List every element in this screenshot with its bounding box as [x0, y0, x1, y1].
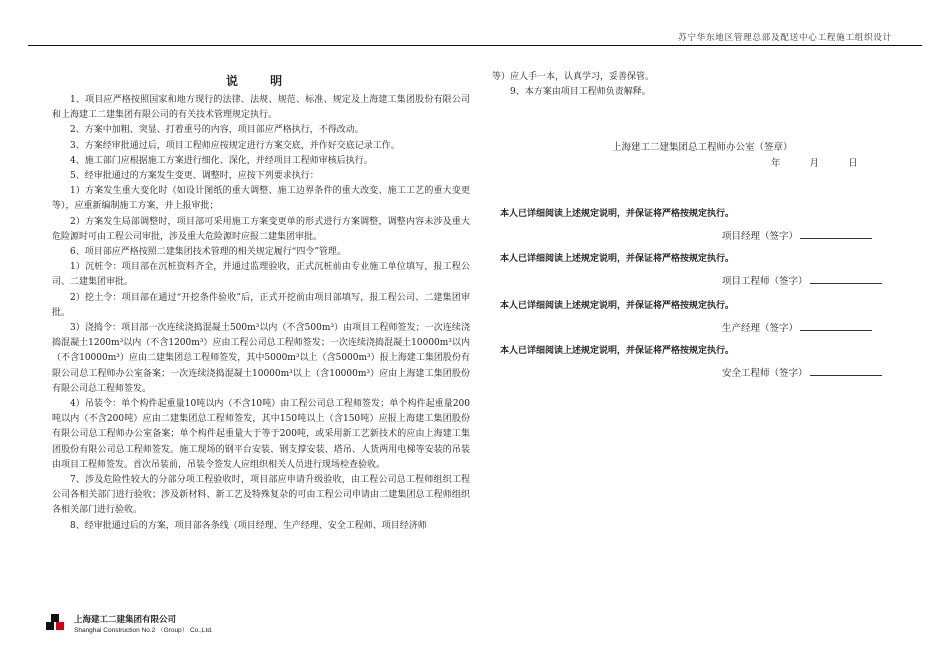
paragraph-continuation: 等）应人手一本，认真学习，妥善保管。 [492, 72, 655, 82]
signature-line[interactable] [800, 229, 872, 239]
left-column [52, 64, 470, 534]
date-day: 日 [848, 158, 858, 169]
signer-label: 生产经理（签字） [722, 323, 799, 334]
declaration-statement: 本人已详细阅读上述规定说明，并保证将严格按规定执行。 [500, 209, 735, 219]
declaration-statement: 本人已详细阅读上述规定说明，并保证将严格按规定执行。 [500, 301, 735, 311]
signature-row [722, 365, 882, 379]
signature-row [722, 273, 882, 287]
paragraph: 7、涉及危险性较大的分部分项工程验收时，项目部应申请升级验收，由工程公司总工程师组织工程公司各相关部门进行验收；涉及新材料、新工艺及特殊复杂的可由工程公司申请由二建集团总工程师组织各相关部门进行验收。 [52, 475, 470, 516]
paragraph: 2）挖土令：项目部在通过“开挖条件验收”后，正式开挖前由项目部填写，报工程公司、二建集团审批。 [52, 292, 470, 318]
paragraph: 1、项目应严格按照国家和地方现行的法律、法规、规范、标准、规定及上海建工集团股份有限公司和上海建工二建集团有限公司的有关技术管理规定执行。 [52, 95, 470, 121]
signature-line[interactable] [810, 366, 882, 376]
date-month: 月 [809, 158, 820, 169]
signer-label: 项目工程师（签字） [722, 276, 808, 287]
company-logo-icon [46, 612, 64, 630]
paragraph: 6、项目部应严格按照二建集团技术管理的相关规定履行“四令”管理。 [70, 247, 346, 258]
office-signature: 上海建工二建集团总工程师办公室（签章） [612, 142, 793, 153]
signer-label: 安全工程师（签字） [722, 368, 808, 379]
document-title: 说 明 [225, 74, 297, 88]
company-name-en: Shanghai Construction No.2 （Group） Co.,Ltd. [74, 627, 213, 634]
date-line [771, 155, 874, 169]
signature-line[interactable] [800, 321, 872, 331]
paragraph: 3）浇捣令：项目部一次连续浇捣混凝土500m³以内（不含500m³）由项目工程师签发；一次连续浇捣混凝土1200m³以内（不含1200m³）应由工程公司总工程师签发；一次连续浇捣混凝土10000m³以内（不含10000m³）应由二建集团总工程师签发，其中5000m³以上（含5000m³）报上海建工集团股份有限公司总工程师办公室备案；一次连续浇捣混凝土10000m³以上（含10000m³）应由上海建工集团股份有限公司总工程师签发。 [52, 323, 470, 394]
company-name-cn: 上海建工二建集团有限公司 [74, 615, 177, 625]
signature-row [722, 228, 872, 242]
declaration-statement: 本人已详细阅读上述规定说明，并保证将严格按规定执行。 [500, 254, 735, 264]
header-title: 苏宁华东地区管理总部及配送中心工程施工组织设计 [678, 33, 892, 43]
right-column [492, 64, 902, 100]
signature-row [722, 320, 872, 334]
date-year: 年 [771, 158, 781, 169]
paragraph: 4）吊装令：单个构件起重量10吨以内（不含10吨）由工程公司总工程师签发；单个构件起重量200吨以内（不含200吨）应由二建集团总工程师签发，其中150吨以上（含150吨）应报上海建工集团股份有限公司总工程师办公室备案；单个构件起重量大于等于200吨，或采用新工艺新技术的应由上海建工集团股份有限公司总工程师签发。施工现场的钢平台安装、钢支撑安装、塔吊、人货两用电梯等安装的吊装由项目工程师签发。首次吊装前，吊装令签发人应组织相关人员进行现场检查验收。 [52, 399, 470, 470]
declaration-statement: 本人已详细阅读上述规定说明，并保证将严格按规定执行。 [500, 346, 735, 356]
paragraph: 4、施工部门应根据施工方案进行细化、深化，并经项目工程师审核后执行。 [70, 155, 373, 166]
paragraph: 9、本方案由项目工程师负责解释。 [510, 87, 651, 98]
paragraph: 1）方案发生重大变化时（如设计图纸的重大调整、施工边界条件的重大改变、施工工艺的重大变更等），应重新编制施工方案，并上报审批； [52, 186, 470, 212]
paragraph: 8、经审批通过后的方案，项目部各条线（项目经理、生产经理、安全工程师、项目经济师 [70, 520, 427, 531]
signer-label: 项目经理（签字） [722, 231, 799, 242]
paragraph: 1）沉桩令：项目部在沉桩资料齐全，并通过监理验收，正式沉桩前由专业施工单位填写，报工程公司、二建集团审批。 [52, 262, 470, 288]
paragraph: 5、经审批通过的方案发生变更、调整时，应按下列要求执行： [70, 171, 319, 182]
signature-line[interactable] [810, 274, 882, 284]
paragraph: 2）方案发生局部调整时，项目部可采用施工方案变更单的形式进行方案调整，调整内容未涉及重大危险源时可由工程公司审批，涉及重大危险源时应报二建集团审批。 [52, 216, 470, 242]
header-divider [28, 45, 922, 46]
paragraph: 2、方案中加粗、突显、打着重号的内容，项目部应严格执行，不得改动。 [70, 125, 364, 136]
paragraph: 3、方案经审批通过后，项目工程师应按规定进行方案交底，并作好交底记录工作。 [70, 140, 400, 151]
